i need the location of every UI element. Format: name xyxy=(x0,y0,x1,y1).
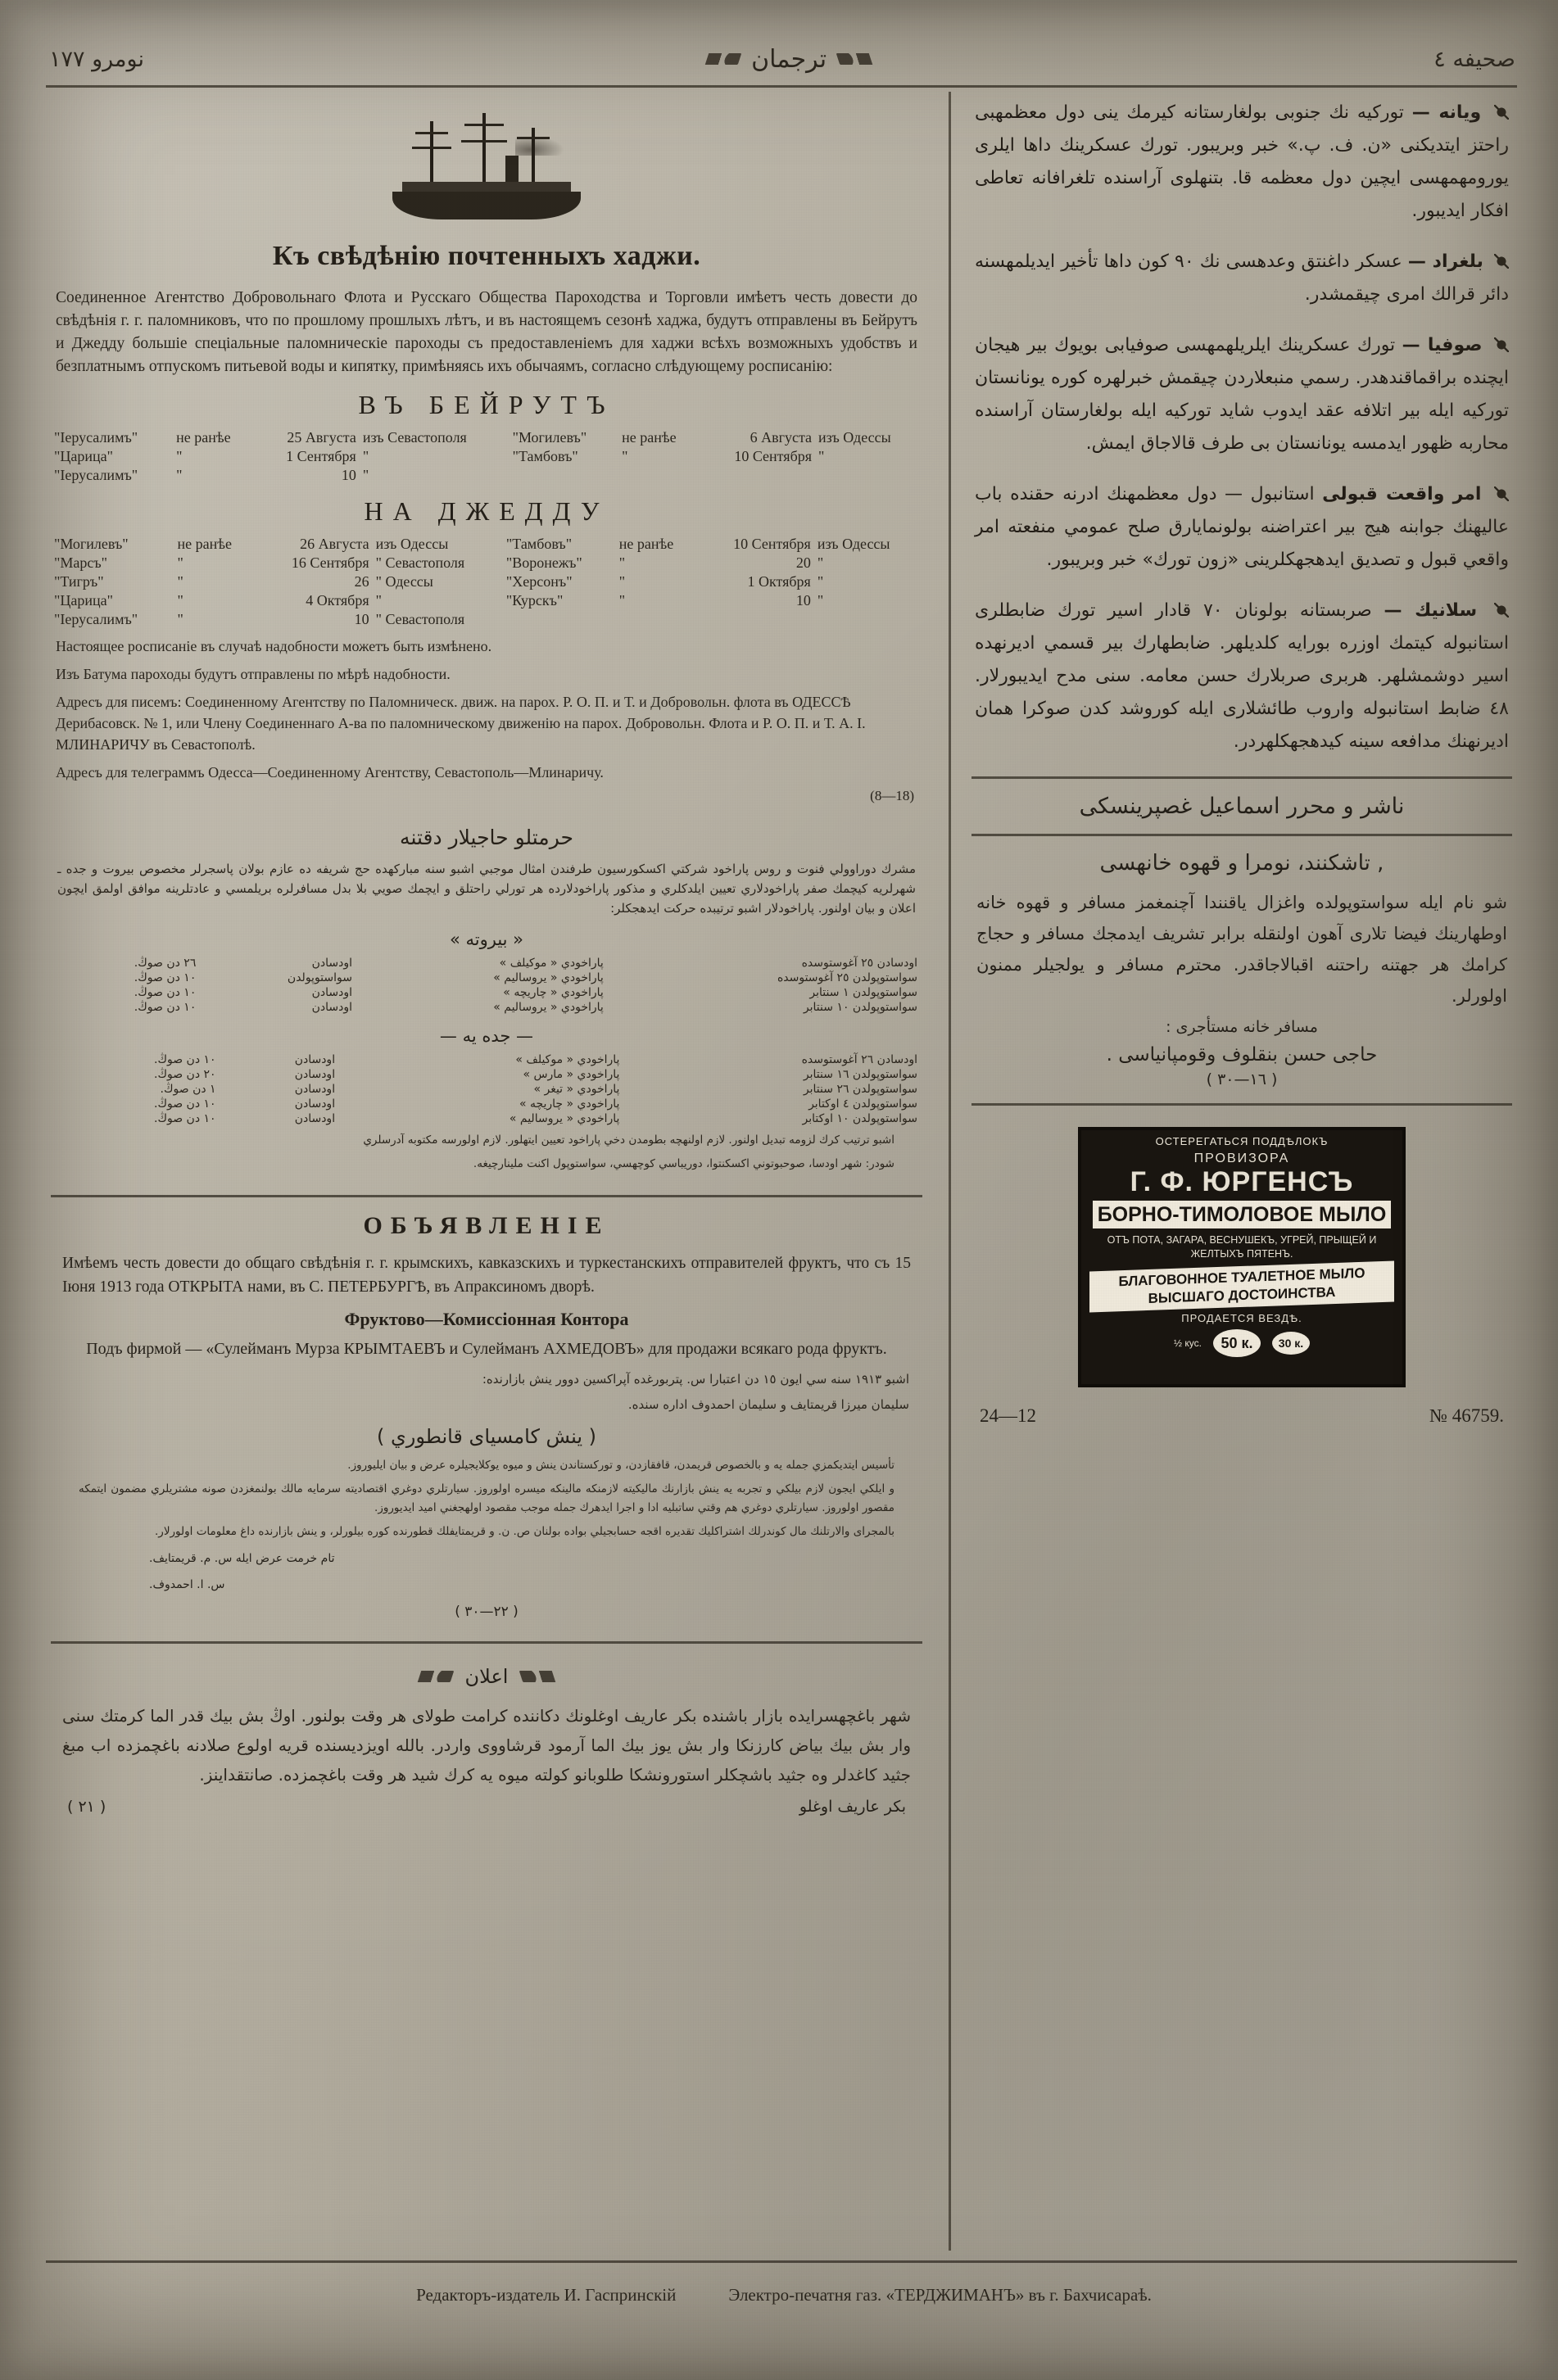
qualifier: не ранѣе xyxy=(176,429,231,446)
news-item xyxy=(975,478,1509,577)
footer-editor: Редакторъ-издатель И. Гаспринскій xyxy=(416,2285,677,2305)
departure-port: изъ Одессы xyxy=(817,536,890,552)
news-datelines: امر واقعت قبولى xyxy=(1322,484,1482,505)
cell-days: ١٠ دن صوڭ. xyxy=(134,971,197,984)
qualifier: " xyxy=(177,592,183,609)
departure-date: 26 Августа xyxy=(300,536,369,552)
beirut-section-title: ВЪ БЕЙРУТЪ xyxy=(358,390,615,419)
cell-ship: پاراخودي « يروسالیم » xyxy=(509,1112,620,1125)
departure-port: " Одессы xyxy=(375,573,433,590)
issue-number: نومرو ۱۷۷ xyxy=(49,46,144,72)
departure-port: изъ Севастополя xyxy=(362,429,467,446)
bottom-rule xyxy=(46,2260,1517,2263)
news-item xyxy=(975,97,1509,228)
column-divider xyxy=(949,92,951,2251)
advert-ar-headline: ( ینش كامسياى قانطوري ) xyxy=(376,1425,597,1448)
departure-date: 25 Августа xyxy=(287,429,356,446)
table-row xyxy=(51,1067,922,1082)
ship-name: "Царица" xyxy=(54,448,113,464)
departure-date: 10 xyxy=(354,611,369,627)
ornament-right-icon xyxy=(836,53,873,65)
departure-port: " xyxy=(817,573,824,590)
advert-ar-note: اشبو ١٩١٣ سنه سي ايون ١٥ دن اعتبارا س. پتربورغده آپراكسين دوور ینش بازارنده: xyxy=(482,1372,909,1387)
soap-brand-name: Г. Ф. ЮРГЕНСЪ xyxy=(1130,1166,1354,1197)
cell-ship: پاراخودي « مارس » xyxy=(523,1068,620,1081)
diamond-bullet-icon xyxy=(1494,603,1509,618)
hajj-footnote-2: شودر: شهر اودسا، صوحبوتوني اكسكنتوا، دوريباسي كوچهسي، سواستوپول اكنت ملينارچيغه. xyxy=(473,1157,894,1170)
ilan-title: اعلان xyxy=(464,1665,509,1688)
ilan-signature: بكر عاريف اوغلو xyxy=(799,1798,906,1816)
ship-name: "Тамбовъ" xyxy=(505,536,573,552)
ornament-left-icon xyxy=(417,1671,454,1682)
soap-price-small: 30 к. xyxy=(1272,1332,1310,1355)
advert-office-name: Фруктово—Комиссіонная Контора xyxy=(344,1309,629,1329)
advert-title: ОБЪЯВЛЕНІЕ xyxy=(363,1212,610,1239)
rule xyxy=(971,834,1512,836)
cell-origin: اودسادن xyxy=(311,957,352,970)
ornament-left-icon xyxy=(705,53,742,65)
soap-advert-footer xyxy=(980,1405,1504,1427)
hotel-advert-subline: مسافر خانه مستأجرى : xyxy=(1166,1018,1318,1036)
departure-date: 16 Сентября xyxy=(291,554,369,571)
page-number: صحيفه ٤ xyxy=(1433,46,1515,72)
soap-price-big: 50 к. xyxy=(1213,1329,1261,1357)
advert-ar-p3: بالمجراى والارتلنك مال كوندرلك اشتراكليك تقديره اقجه حسابجيلي بواده بولنان ص. ن. و قريمتايفلك قطورنده كوره بيلورلر، و ینش بازارنده داغ معلومات اولورلار. xyxy=(155,1525,894,1538)
departure-date: 10 xyxy=(795,592,811,609)
ship-name: "Іерусалимъ" xyxy=(54,611,138,627)
cell-days: ٢٠ دن صوڭ. xyxy=(154,1068,216,1081)
paper-title-block xyxy=(707,45,871,74)
hajj-tatar-title: حرمتلو حاجيلار دقتنه xyxy=(400,826,573,849)
departure-date: 4 Октября xyxy=(306,592,369,609)
qualifier: не ранѣе xyxy=(622,429,677,446)
soap-advert xyxy=(1078,1127,1406,1387)
cell-origin-date: سواستوپولدن ١٠ اوكتابر xyxy=(802,1112,917,1125)
notice-note-4: Адресъ для телеграммъ Одесса—Соединенному Агентству, Севастополь—Млинаричу. xyxy=(56,764,604,781)
soap-line-provisor: ПРОВИЗОРА xyxy=(1193,1152,1290,1165)
soap-product-name: БОРНО-ТИМОЛОВОЕ МЫЛО xyxy=(1093,1201,1391,1228)
jeddah-section-title: НА ДЖЕДДУ xyxy=(364,496,609,526)
advert-firm-name: Подъ фирмой — «Сулейманъ Мурза КРЫМТАЕВЪ и Сулейманъ АХМЕДОВЪ» для продажи всякаго рода фруктъ. xyxy=(86,1340,887,1358)
cell-origin-date: سواستوپولدن ١٦ سنتابر xyxy=(803,1068,917,1081)
news-text: صربستانه بولونان ٧٠ قادار اسير تورك ضابطلرى استانبوله كيتمك اوزره بورايه كلديلهر. ضابطهارك بير قسمي ادیرنهده اسير دوشمشلهر. هربرى صربلارك حسن معامه. سنى مدح ايديبورلار. ٤٨ ضابط استانبوله واروب طائشلارى ایله كوروشد كدن صوكرا همان ادیرنهنك مدافعه سينه كيدهجهكلهردر. xyxy=(975,600,1509,752)
qualifier: " xyxy=(177,573,183,590)
news-datelines: بلغراد — xyxy=(1407,251,1483,272)
cell-ship: پاراخودي « يروسالیم » xyxy=(493,971,604,984)
table-row xyxy=(51,610,922,629)
qualifier: " xyxy=(622,448,628,464)
table-row xyxy=(51,985,922,1000)
departure-date: 10 Сентября xyxy=(733,536,811,552)
notice-note-3: Адресъ для писемъ: Соединенному Агентству по Паломническ. движ. на парох. Р. О. П. и Т. и Добровольн. флота въ ОДЕССѢ Дерибасовск. № 1, или Члену Соединеннаго А-ва по паломническому движенію на парох. Добровольн. Флота и Р. О. П. и Т. А. I. МЛИНАРИЧУ въ Севастополѣ. xyxy=(56,694,866,753)
notice-title: Къ свѣдѣнію почтенныхъ хаджи. xyxy=(272,241,701,271)
advert-ar-p2: و ایلكي ایجون لازم بيلكي و تجربه یه ینش بازارنك ماليكيته لازمنكه مالينكه ميسره اولوروز. سيارتلري دوغري اقتصاديته سرمايه مالك بولنمغزدن صونه مشتريلري مضمون ايتمكه مقصور اولوروز. سيارتلري دوغري هم وقتي ساتبليه ادا و اجرا ايدهرك جمله موجب مقصود اولهجغني امید ايديوروز. xyxy=(79,1482,894,1514)
cell-origin: اودسادن xyxy=(294,1083,336,1096)
cell-ship: پاراخودي « موكيلف » xyxy=(515,1053,620,1066)
steamship-icon xyxy=(392,116,581,231)
hajj-footnote-1: اشبو ترتيب كرك لزومه تبديل اولنور. لازم اولنهچه بطومدن دخي پاراخود تعيين ايتهلور. لازم اولورسه مكتوبه آدرسلري xyxy=(363,1133,894,1147)
soap-advert-number: № 46759. xyxy=(1429,1405,1504,1426)
ship-name: "Тигръ" xyxy=(54,573,104,590)
news-text: استانبول — دول معظمهنك ادرنه حقنده باب عاليهنك جوابنه هيج بير اعتراضنه بولونمايارق صلح عمومي منفعته امر واقعي قبول و تصديق ایدهجهكلرينى «زون تورك» خبر وبريبور. xyxy=(975,484,1509,570)
ship-name: "Іерусалимъ" xyxy=(54,467,138,483)
departure-date: 20 xyxy=(795,554,811,571)
news-datelines: سلانيك — xyxy=(1384,600,1478,621)
jeddah-schedule-table xyxy=(51,535,922,629)
masthead xyxy=(49,36,1515,82)
cell-days: ١٠ دن صوڭ. xyxy=(134,986,197,999)
notice-note-2: Изъ Батума пароходы будутъ отправлены по мѣрѣ надобности. xyxy=(56,666,451,682)
departure-port: изъ Одессы xyxy=(375,536,449,552)
table-row xyxy=(51,956,922,971)
notice-note-1: Настоящее росписаніе въ случаѣ надобности можетъ быть измѣнено. xyxy=(56,638,492,654)
advert-ar-signature-1: تام خرمت عرض ايله س. م. قريمتايف. xyxy=(149,1552,335,1565)
qualifier: " xyxy=(176,448,183,464)
cell-origin-date: اودسادن ٢٦ آغوستوسده xyxy=(801,1053,917,1066)
news-item xyxy=(975,246,1509,311)
cell-ship: پاراخودي « يروسالیم » xyxy=(493,1001,604,1014)
table-row xyxy=(51,572,922,591)
section-separator xyxy=(51,1195,922,1197)
cell-origin: اودسادن xyxy=(294,1053,336,1066)
table-row xyxy=(51,1097,922,1111)
section-separator-2 xyxy=(51,1641,922,1644)
cell-origin-date: سواستوپولدن ٤ اوكتابر xyxy=(808,1097,917,1111)
table-row xyxy=(51,1082,922,1097)
qualifier: " xyxy=(177,554,183,571)
news-datelines: ويانه — xyxy=(1411,102,1482,123)
qualifier: не ранѣе xyxy=(618,536,674,552)
soap-advert-counter: 24—12 xyxy=(980,1405,1036,1426)
cell-origin: اودسادن xyxy=(294,1068,336,1081)
departure-port: " Севастополя xyxy=(375,554,465,571)
cell-days: ٢٦ دن صوڭ. xyxy=(134,957,197,970)
news-item xyxy=(975,595,1509,758)
table-row xyxy=(51,971,922,985)
ilan-header xyxy=(51,1665,922,1688)
advert-body: Имѣемъ честь довести до общаго свѣдѣнія г. г. крымскихъ, кавказскихъ и туркестанскихъ отправителей фруктъ, что съ 15 Іюня 1913 года ОТКРЫТА нами, въ С. ПЕТЕРБУРГѢ, въ Апраксиномъ дворѣ. xyxy=(62,1255,911,1296)
soap-prices xyxy=(1081,1329,1402,1357)
cell-origin-date: سواستوپولدن ٢٥ آغوستوسده xyxy=(777,971,917,984)
qualifier: " xyxy=(618,592,626,609)
advert-ar-sign: سليمان ميرزا قريمتايف و سليمان احمدوف اداره سنده. xyxy=(627,1397,909,1412)
ship-name: "Херсонъ" xyxy=(505,573,573,590)
qualifier: не ранѣе xyxy=(177,536,232,552)
ship-name: "Курскъ" xyxy=(505,592,564,609)
departure-date: 10 Сентября xyxy=(734,448,813,464)
departure-port: " xyxy=(375,592,382,609)
hajj-beirut-subtitle: « بيروته » xyxy=(449,930,524,949)
table-row xyxy=(51,591,922,610)
table-row xyxy=(51,1000,922,1015)
cell-days: ١ دن صوڭ. xyxy=(160,1083,216,1096)
departure-date: 6 Августа xyxy=(750,429,813,446)
departure-date: 1 Сентября xyxy=(286,448,356,464)
news-text: توركيه نك جنوبى بولغارستانه كيرمك ينى دول معظمهبى راحتز ايتديكنى «ن. ف. پ.» خبر وبريبور. تورك عسكرينك داها ایلرى یورومهمهسى ايچين دول معظمه قا. بتنهلوى آراسنده تلغرافانه تعاطى افكار ايديبور. xyxy=(975,102,1509,221)
departure-port: " xyxy=(362,448,369,464)
ship-name: "Могилевъ" xyxy=(512,429,587,446)
hotel-advert-signature: حاجى حسن بنقلوف وقومپانياسى . xyxy=(1106,1044,1378,1066)
departure-date: 10 xyxy=(341,467,356,483)
qualifier: " xyxy=(618,554,626,571)
cell-origin: سواستوپولدن xyxy=(287,971,352,984)
advert-ar-p1: تأسيس ايتديكمزي جمله یه و بالخصوص قريمدن، قافقازدن، و توركستاندن ینش و ميوه يوكلايجيلره عرض و بيان ايلیوروز. xyxy=(347,1459,894,1472)
soap-benefits: ОТЪ ПОТА, ЗАГАРА, ВЕСНУШЕКЪ, УГРЕЙ, ПРЫЩЕЙ И ЖЕЛТЫХЪ ПЯТЕНЪ. xyxy=(1107,1234,1377,1260)
cell-origin-date: سواستوپولدن ٢٦ سنتابر xyxy=(803,1083,917,1096)
news-text: تورك عسكرينك ایلریلهمهسى صوفيابى بويوك بير هيجان ایچنده براقماقندهدر. رسمي منبعلاردن چيقمش خبرلهره كوره يونانستان توركيه ایله بير اتلافه عقد ايدوب شايد توركيه ایله بولغارستان آراسنده محاربه ظهور ایدمسه يونانستان بى طرف قالاجاق ايمش. xyxy=(975,335,1509,454)
left-column xyxy=(51,105,922,1816)
footer-printer: Электро-печатня газ. «ТЕРДЖИМАНЪ» въ г. Бахчисараѣ. xyxy=(728,2285,1152,2305)
rule xyxy=(971,1103,1512,1106)
departure-port: " xyxy=(817,554,824,571)
soap-arc-text: ОСТЕРЕГАТЬСЯ ПОДДѢЛОКЪ xyxy=(1155,1135,1329,1147)
cell-origin-date: سواستوپولدن ١٠ سنتابر xyxy=(803,1001,917,1014)
news-item xyxy=(975,329,1509,460)
diamond-bullet-icon xyxy=(1494,337,1509,352)
table-row xyxy=(51,1052,922,1067)
advert-ar-signature-2: س. ا. احمدوف. xyxy=(149,1578,225,1591)
diamond-bullet-icon xyxy=(1494,486,1509,501)
ship-name: "Могилевъ" xyxy=(54,536,129,552)
ship-name: "Марсъ" xyxy=(54,554,107,571)
news-datelines: صوفیا — xyxy=(1402,335,1483,355)
hajj-beirut-table xyxy=(51,956,922,1015)
cell-origin-date: اودسادن ٢٥ آغوستوسده xyxy=(801,957,917,970)
diamond-bullet-icon xyxy=(1494,254,1509,269)
table-row xyxy=(51,554,922,572)
cell-ship: پاراخودي « موكيلف » xyxy=(499,957,604,970)
cell-origin: اودسادن xyxy=(294,1112,336,1125)
publisher-line: ناشر و محرر اسماعيل غصپرينسكى xyxy=(1079,794,1405,819)
ship-name: "Іерусалимъ" xyxy=(54,429,138,446)
cell-origin: اودسادن xyxy=(311,1001,352,1014)
right-column xyxy=(971,97,1512,1427)
soap-price-small-prefix: ½ кус. xyxy=(1174,1337,1202,1349)
departure-port: " xyxy=(818,448,825,464)
table-row xyxy=(51,447,922,466)
paper-title: ترجمان xyxy=(751,44,827,74)
soap-quality-claim: БЛАГОВОННОЕ ТУАЛЕТНОЕ МЫЛО ВЫСШАГО ДОСТОИНСТВА xyxy=(1089,1261,1394,1313)
hajj-jeddah-table xyxy=(51,1052,922,1126)
ilan-body: شهر باغچهسرايده بازار باشنده بكر عاريف اوغلونك دكاننده كرامت طولاى هر وقت بولنور. اوڭ بش بيك قدر الما كرمتك سنى وار بش بيك بياض كارزنكا وار بش يوز بيك الما آرمود قرشاووى واردر. بالله اویزدیسنده قریه اولوع صلادنه باغچمزده اب مبغ جثید كاغدلر وه جثید باشچكلر استورونشكا طلوبانو كولته ميوه یه كرك شيد هر وقت باغچمزده. صانتقداينز. xyxy=(62,1706,911,1785)
table-row xyxy=(51,1111,922,1126)
table-row xyxy=(51,466,922,485)
cell-days: ١٠ دن صوڭ. xyxy=(154,1097,216,1111)
cell-origin: اودسادن xyxy=(294,1097,336,1111)
soap-advert-wrapper xyxy=(971,1127,1512,1387)
notice-body: Соединенное Агентство Добровольнаго Флота и Русскаго Общества Пароходства и Торговли имѣетъ честь довести до свѣдѣнія г. г. паломниковъ, что по прошлому прошлыхъ лѣтъ, и въ настоящемъ сезонѣ хаджа, будутъ отправлены въ Бейрутъ и Джедду большіе спеціальные паломническіе пароходы съ предоставленіемъ для хаджи всѣхъ возможныхъ удобствъ и безплатнымъ отпускомъ питьевой воды и кипятку, примѣняясь ихъ обычаямъ, согласно слѣдующему росписанію: xyxy=(56,289,917,375)
cell-days: ١٠ دن صوڭ. xyxy=(134,1001,197,1014)
hotel-advert-title: , تاشكنند، نومرا و قهوه خانهسى xyxy=(1099,851,1384,876)
beirut-schedule-table xyxy=(51,428,922,485)
cell-days: ١٠ دن صوڭ. xyxy=(154,1112,216,1125)
departure-port: " Севастополя xyxy=(375,611,465,627)
soap-availability: ПРОДАЕТСЯ ВЕЗДѢ. xyxy=(1181,1312,1302,1324)
cell-origin-date: سواستوپولدن ١ سنتابر xyxy=(809,986,917,999)
hajj-jeddah-subtitle: — جده یه — xyxy=(439,1026,534,1046)
cell-origin: اودسادن xyxy=(311,986,352,999)
hotel-advert-body: شو نام ایله سواستوپولده واغزال ياقنندا آچنمغمز مسافر و قهوه خانه اوطهارینك فيضا تلارى آهون اولنقله برابر تشريف ايدمجك مسافر و حجاج كرامك هر جهتنه راحتنه اقبالاجاقدر. محترم مسافر و يولجيلر ممنون اولورلر. xyxy=(976,893,1507,1006)
ilan-footer xyxy=(67,1798,906,1816)
ilan-counter: ( ٢١ ) xyxy=(67,1798,106,1816)
ship-name: "Тамбовъ" xyxy=(512,448,578,464)
departure-port: изъ Одессы xyxy=(818,429,891,446)
top-rule xyxy=(46,85,1517,88)
hajj-tatar-body: مشرك دوراوولي فنوت و روس پاراخود شركتي اكسكورسيون طرفندن امثال موجبي اشبو سنه مباركهده حج شريفه ده عازم بولان پاسجرلر مخصوص بيروت و جده ـ شهرلريه كيچمك صفر پاراخودلاري تعيين ايلدكلري و مذكور پاراخودلارده هر تورلي راحتلق و ايچمك صويي بلا بدل مسافرلره بريلمسي و عادتلرينه موافق اولمق ايچون اعلان و بيان اولنور. پاراخودلار اشبو ترتيبده حركت ايدهجكلر: xyxy=(57,862,916,916)
departure-port: " xyxy=(362,467,369,483)
cell-ship: پاراخودي « تيغر » xyxy=(533,1083,620,1096)
hotel-advert-counter: ( ١٦—٣٠ ) xyxy=(1206,1070,1278,1088)
page-footer xyxy=(51,2285,1517,2305)
departure-date: 26 xyxy=(354,573,369,590)
advert-counter: ( ٢٢—٣٠ ) xyxy=(455,1604,519,1620)
ship-name: "Царица" xyxy=(54,592,113,609)
cell-ship: پاراخودي « چاريچه » xyxy=(519,1097,620,1111)
departure-date: 1 Октября xyxy=(747,573,811,590)
cell-ship: پاراخودي « چاريچه » xyxy=(503,986,604,999)
ship-name: "Воронежъ" xyxy=(505,554,582,571)
qualifier: " xyxy=(618,573,626,590)
cell-days: ١٠ دن صوڭ. xyxy=(154,1053,216,1066)
qualifier: " xyxy=(176,467,183,483)
diamond-bullet-icon xyxy=(1494,105,1509,120)
departure-port: " xyxy=(817,592,824,609)
table-row xyxy=(51,535,922,554)
table-row xyxy=(51,428,922,447)
ornament-right-icon xyxy=(519,1671,556,1682)
notice-counter: (8—18) xyxy=(870,788,914,803)
rule xyxy=(971,776,1512,779)
qualifier: " xyxy=(177,611,183,627)
news-text: عسكر داغنتق وعدهسى نك ٩٠ كون داها تأخير ايديلمهسنه دائر قرالك امرى چيقمشدر. xyxy=(975,251,1509,305)
